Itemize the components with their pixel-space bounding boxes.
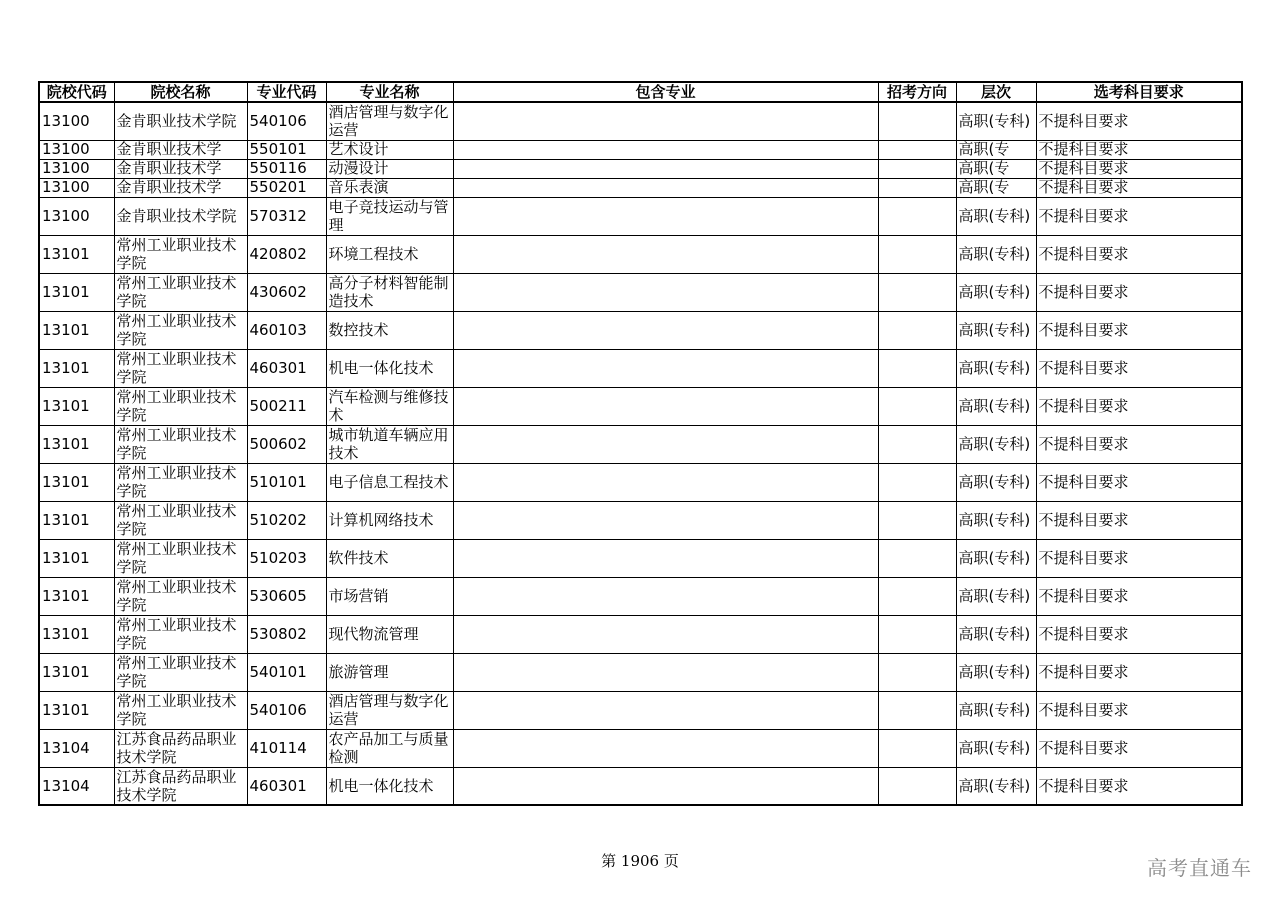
cell-school-name: 常州工业职业技术学院: [114, 235, 247, 273]
cell-school-code: 13101: [39, 539, 114, 577]
table-row: [39, 463, 1242, 501]
cell-major-name: 机电一体化技术: [326, 767, 453, 805]
cell-school-code: 13104: [39, 767, 114, 805]
cell-direction: [878, 159, 956, 178]
cell-major-code: 430602: [247, 273, 326, 311]
cell-subject-requirement: 不提科目要求: [1036, 387, 1242, 425]
cell-included-majors: [453, 197, 878, 235]
cell-school-code: 13104: [39, 729, 114, 767]
cell-school-name: 常州工业职业技术学院: [114, 387, 247, 425]
cell-included-majors: [453, 615, 878, 653]
table-row: [39, 767, 1242, 805]
cell-major-code: 550101: [247, 140, 326, 159]
cell-school-name: 常州工业职业技术学院: [114, 691, 247, 729]
cell-level: 高职(专科): [956, 273, 1036, 311]
header-row: [39, 82, 1242, 102]
table-row: [39, 140, 1242, 159]
cell-included-majors: [453, 159, 878, 178]
cell-major-name: 旅游管理: [326, 653, 453, 691]
cell-direction: [878, 197, 956, 235]
cell-major-name: 动漫设计: [326, 159, 453, 178]
cell-major-name: 现代物流管理: [326, 615, 453, 653]
cell-included-majors: [453, 311, 878, 349]
cell-major-name: 计算机网络技术: [326, 501, 453, 539]
cell-included-majors: [453, 463, 878, 501]
table-row: [39, 577, 1242, 615]
cell-level: 高职(专科): [956, 539, 1036, 577]
cell-included-majors: [453, 577, 878, 615]
cell-major-name: 高分子材料智能制造技术: [326, 273, 453, 311]
cell-level: 高职(专科): [956, 102, 1036, 140]
cell-major-name: 电子信息工程技术: [326, 463, 453, 501]
cell-school-name: 金肯职业技术学院: [114, 197, 247, 235]
cell-major-code: 460103: [247, 311, 326, 349]
cell-included-majors: [453, 235, 878, 273]
cell-major-name: 城市轨道车辆应用技术: [326, 425, 453, 463]
cell-level: 高职(专科): [956, 767, 1036, 805]
cell-major-code: 530605: [247, 577, 326, 615]
cell-level: 高职(专科): [956, 197, 1036, 235]
table-row: [39, 387, 1242, 425]
cell-school-code: 13101: [39, 501, 114, 539]
cell-school-code: 13101: [39, 425, 114, 463]
cell-included-majors: [453, 653, 878, 691]
cell-direction: [878, 140, 956, 159]
cell-school-name: 常州工业职业技术学院: [114, 539, 247, 577]
table-row: [39, 349, 1242, 387]
cell-level: 高职(专科): [956, 501, 1036, 539]
cell-major-code: 460301: [247, 767, 326, 805]
cell-level: 高职(专科): [956, 311, 1036, 349]
cell-major-code: 540101: [247, 653, 326, 691]
header-school-name: 院校名称: [114, 82, 247, 102]
table-row: [39, 691, 1242, 729]
cell-subject-requirement: 不提科目要求: [1036, 425, 1242, 463]
cell-school-code: 13101: [39, 235, 114, 273]
cell-subject-requirement: 不提科目要求: [1036, 140, 1242, 159]
table-row: [39, 235, 1242, 273]
cell-level: 高职(专科): [956, 425, 1036, 463]
cell-school-code: 13100: [39, 140, 114, 159]
cell-major-code: 530802: [247, 615, 326, 653]
cell-subject-requirement: 不提科目要求: [1036, 102, 1242, 140]
cell-major-code: 540106: [247, 102, 326, 140]
cell-direction: [878, 235, 956, 273]
page-number: 第 1906 页: [601, 852, 679, 870]
cell-major-code: 510202: [247, 501, 326, 539]
table-row: [39, 102, 1242, 140]
cell-subject-requirement: 不提科目要求: [1036, 311, 1242, 349]
cell-subject-requirement: 不提科目要求: [1036, 197, 1242, 235]
watermark-logo: 高考直通车: [1147, 856, 1252, 880]
cell-school-code: 13101: [39, 691, 114, 729]
cell-subject-requirement: 不提科目要求: [1036, 235, 1242, 273]
cell-subject-requirement: 不提科目要求: [1036, 159, 1242, 178]
cell-included-majors: [453, 691, 878, 729]
cell-included-majors: [453, 729, 878, 767]
cell-school-code: 13101: [39, 273, 114, 311]
cell-included-majors: [453, 501, 878, 539]
cell-subject-requirement: 不提科目要求: [1036, 349, 1242, 387]
cell-direction: [878, 577, 956, 615]
cell-level: 高职(专科): [956, 387, 1036, 425]
cell-included-majors: [453, 273, 878, 311]
cell-major-code: 570312: [247, 197, 326, 235]
cell-direction: [878, 501, 956, 539]
cell-school-code: 13101: [39, 615, 114, 653]
cell-school-name: 常州工业职业技术学院: [114, 311, 247, 349]
cell-school-name: 金肯职业技术学: [114, 159, 247, 178]
cell-school-name: 常州工业职业技术学院: [114, 349, 247, 387]
cell-major-code: 460301: [247, 349, 326, 387]
cell-level: 高职(专科): [956, 577, 1036, 615]
cell-direction: [878, 102, 956, 140]
cell-level: 高职(专: [956, 159, 1036, 178]
cell-level: 高职(专科): [956, 235, 1036, 273]
table-row: [39, 197, 1242, 235]
header-direction: 招考方向: [878, 82, 956, 102]
header-included-majors: 包含专业: [453, 82, 878, 102]
cell-subject-requirement: 不提科目要求: [1036, 273, 1242, 311]
table-row: [39, 159, 1242, 178]
table-row: [39, 615, 1242, 653]
cell-direction: [878, 691, 956, 729]
cell-direction: [878, 539, 956, 577]
cell-school-name: 金肯职业技术学: [114, 178, 247, 197]
cell-direction: [878, 615, 956, 653]
cell-major-name: 环境工程技术: [326, 235, 453, 273]
header-level: 层次: [956, 82, 1036, 102]
cell-major-code: 550201: [247, 178, 326, 197]
cell-school-name: 常州工业职业技术学院: [114, 501, 247, 539]
cell-direction: [878, 463, 956, 501]
table-row: [39, 178, 1242, 197]
cell-major-name: 音乐表演: [326, 178, 453, 197]
cell-school-code: 13100: [39, 102, 114, 140]
cell-subject-requirement: 不提科目要求: [1036, 577, 1242, 615]
cell-included-majors: [453, 349, 878, 387]
cell-direction: [878, 349, 956, 387]
cell-school-code: 13101: [39, 577, 114, 615]
cell-direction: [878, 767, 956, 805]
table-row: [39, 311, 1242, 349]
cell-school-code: 13100: [39, 197, 114, 235]
cell-level: 高职(专科): [956, 653, 1036, 691]
cell-major-code: 550116: [247, 159, 326, 178]
cell-school-code: 13101: [39, 387, 114, 425]
cell-major-code: 500602: [247, 425, 326, 463]
cell-major-name: 机电一体化技术: [326, 349, 453, 387]
cell-major-code: 510101: [247, 463, 326, 501]
cell-included-majors: [453, 102, 878, 140]
cell-major-name: 酒店管理与数字化运营: [326, 691, 453, 729]
header-school-code: 院校代码: [39, 82, 114, 102]
header-subject-requirement: 选考科目要求: [1036, 82, 1242, 102]
cell-major-code: 540106: [247, 691, 326, 729]
cell-school-code: 13101: [39, 311, 114, 349]
cell-major-name: 农产品加工与质量检测: [326, 729, 453, 767]
cell-subject-requirement: 不提科目要求: [1036, 539, 1242, 577]
cell-school-name: 金肯职业技术学: [114, 140, 247, 159]
cell-subject-requirement: 不提科目要求: [1036, 691, 1242, 729]
cell-subject-requirement: 不提科目要求: [1036, 729, 1242, 767]
cell-subject-requirement: 不提科目要求: [1036, 501, 1242, 539]
cell-school-name: 常州工业职业技术学院: [114, 653, 247, 691]
cell-major-name: 数控技术: [326, 311, 453, 349]
cell-included-majors: [453, 767, 878, 805]
cell-level: 高职(专科): [956, 463, 1036, 501]
cell-level: 高职(专科): [956, 691, 1036, 729]
table-row: [39, 425, 1242, 463]
header-major-code: 专业代码: [247, 82, 326, 102]
cell-subject-requirement: 不提科目要求: [1036, 463, 1242, 501]
cell-school-code: 13101: [39, 463, 114, 501]
cell-subject-requirement: 不提科目要求: [1036, 615, 1242, 653]
cell-major-name: 汽车检测与维修技术: [326, 387, 453, 425]
cell-level: 高职(专科): [956, 615, 1036, 653]
cell-school-code: 13101: [39, 349, 114, 387]
admissions-table: [38, 81, 1243, 806]
cell-direction: [878, 425, 956, 463]
cell-major-code: 510203: [247, 539, 326, 577]
table-row: [39, 273, 1242, 311]
cell-major-code: 420802: [247, 235, 326, 273]
header-major-name: 专业名称: [326, 82, 453, 102]
cell-included-majors: [453, 539, 878, 577]
cell-school-name: 江苏食品药品职业技术学院: [114, 729, 247, 767]
cell-major-name: 艺术设计: [326, 140, 453, 159]
cell-level: 高职(专: [956, 140, 1036, 159]
cell-subject-requirement: 不提科目要求: [1036, 178, 1242, 197]
cell-school-name: 常州工业职业技术学院: [114, 463, 247, 501]
cell-direction: [878, 273, 956, 311]
cell-school-name: 常州工业职业技术学院: [114, 273, 247, 311]
cell-direction: [878, 729, 956, 767]
cell-major-name: 软件技术: [326, 539, 453, 577]
cell-school-code: 13100: [39, 159, 114, 178]
cell-school-name: 江苏食品药品职业技术学院: [114, 767, 247, 805]
cell-included-majors: [453, 387, 878, 425]
cell-level: 高职(专科): [956, 349, 1036, 387]
cell-direction: [878, 387, 956, 425]
cell-school-name: 常州工业职业技术学院: [114, 615, 247, 653]
cell-major-name: 电子竞技运动与管理: [326, 197, 453, 235]
cell-level: 高职(专: [956, 178, 1036, 197]
cell-school-name: 常州工业职业技术学院: [114, 577, 247, 615]
cell-school-name: 金肯职业技术学院: [114, 102, 247, 140]
table-row: [39, 501, 1242, 539]
table-row: [39, 729, 1242, 767]
cell-level: 高职(专科): [956, 729, 1036, 767]
cell-major-name: 市场营销: [326, 577, 453, 615]
cell-direction: [878, 178, 956, 197]
cell-major-code: 410114: [247, 729, 326, 767]
cell-school-name: 常州工业职业技术学院: [114, 425, 247, 463]
table-row: [39, 539, 1242, 577]
cell-included-majors: [453, 425, 878, 463]
cell-subject-requirement: 不提科目要求: [1036, 767, 1242, 805]
cell-major-name: 酒店管理与数字化运营: [326, 102, 453, 140]
cell-school-code: 13101: [39, 653, 114, 691]
cell-included-majors: [453, 140, 878, 159]
cell-direction: [878, 311, 956, 349]
cell-school-code: 13100: [39, 178, 114, 197]
cell-included-majors: [453, 178, 878, 197]
table-row: [39, 653, 1242, 691]
cell-direction: [878, 653, 956, 691]
cell-subject-requirement: 不提科目要求: [1036, 653, 1242, 691]
cell-major-code: 500211: [247, 387, 326, 425]
